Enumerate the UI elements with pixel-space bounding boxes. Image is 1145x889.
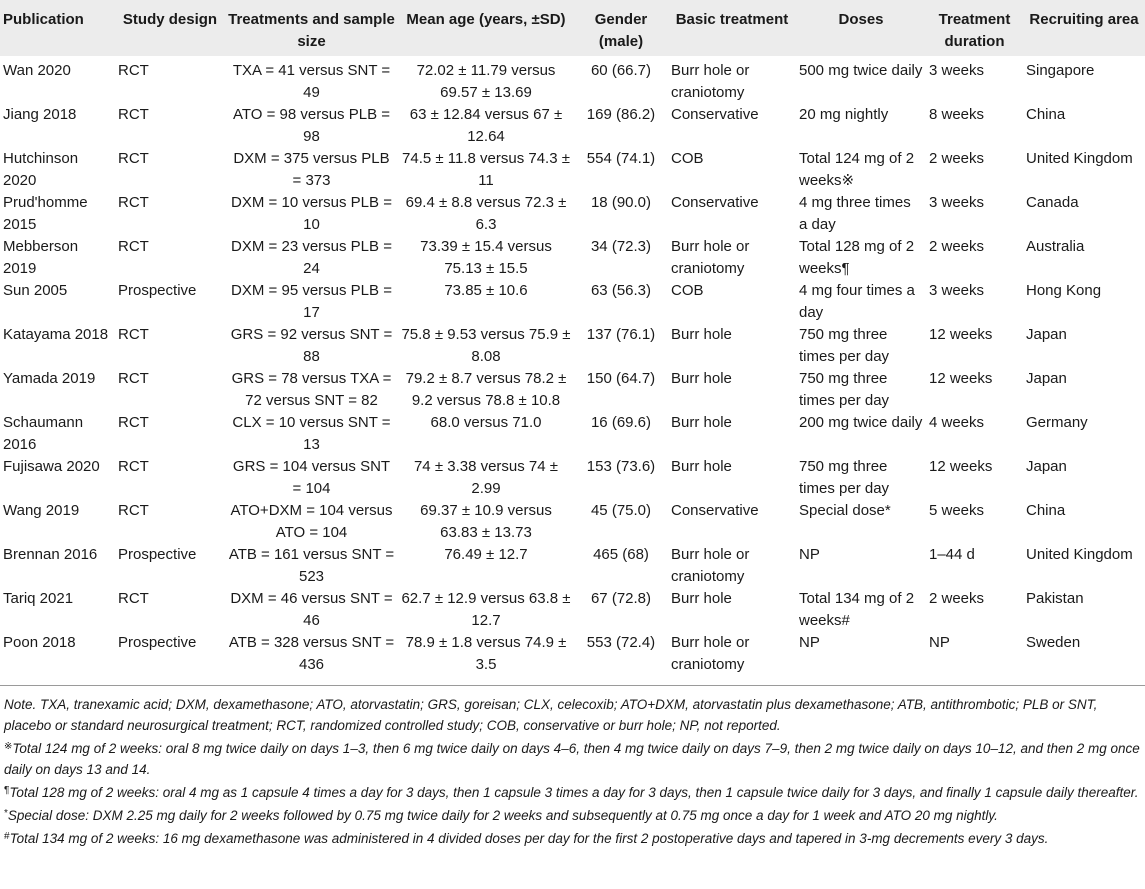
cell-treatment-duration: 3 weeks [929,194,985,211]
cell-mean-age: 73.39 ± 15.4 versus 75.13 ± 15.5 [420,238,552,277]
cell-doses: NP [799,546,820,563]
cell-study-design: RCT [118,194,149,211]
cell-treatments: ATB = 161 versus SNT = 523 [228,546,395,585]
table-row [0,103,1145,147]
cell-treatments: DXM = 95 versus PLB = 17 [231,282,392,321]
cell-treatment-duration: 12 weeks [929,370,993,387]
cell-treatments: ATO+DXM = 104 versus ATO = 104 [230,502,393,541]
footnote-special-dose [4,803,1141,826]
footnote-text: Total 124 mg of 2 weeks: oral 8 mg twice daily on days 1–3, then 6 mg twice daily on days 4–6, then 4 mg twice daily on days 7–9, then 2 mg twice daily on days 10–12, and then 2 mg once daily on days 13 and 14. [4,741,1140,777]
header-publication: Publication [3,11,84,28]
cell-recruiting-area: Germany [1026,414,1088,431]
table-row [0,543,1145,587]
cell-recruiting-area: Japan [1026,370,1067,387]
cell-publication: Poon 2018 [3,634,76,651]
cell-gender: 63 (56.3) [590,282,652,299]
header-treatments: Treatments and sample size [228,11,395,50]
cell-study-design: RCT [118,326,149,343]
table-row [0,56,1145,103]
footnote-text: Total 134 mg of 2 weeks: 16 mg dexamethasone was administered in 4 divided doses per day for the first 2 postoperative days and tapered in 3-mg decrements every 3 days. [9,831,1049,846]
table-row [0,235,1145,279]
cell-treatment-duration: 12 weeks [929,458,993,475]
table-row [0,367,1145,411]
cell-recruiting-area: Australia [1026,238,1085,255]
cell-study-design: RCT [118,238,149,255]
cell-doses: 750 mg three times per day [799,370,890,409]
cell-doses: Special dose* [799,502,891,519]
header-mean-age: Mean age (years, ±SD) [406,11,566,28]
cell-treatments: CLX = 10 versus SNT = 13 [232,414,391,453]
cell-study-design: RCT [118,106,149,123]
cell-treatments: ATO = 98 versus PLB = 98 [232,106,391,145]
cell-treatment-duration: 5 weeks [929,502,985,519]
cell-mean-age: 62.7 ± 12.9 versus 63.8 ± 12.7 [401,590,571,629]
cell-treatment-duration: 3 weeks [929,62,985,79]
cell-recruiting-area: Japan [1026,458,1067,475]
cell-doses: Total 134 mg of 2 weeks# [799,590,915,629]
cell-recruiting-area: Hong Kong [1026,282,1102,299]
table-row [0,587,1145,631]
table-row [0,455,1145,499]
cell-basic-treatment: Conservative [671,106,759,123]
cell-gender: 465 (68) [593,546,649,563]
cell-gender: 169 (86.2) [586,106,656,123]
table-row [0,411,1145,455]
header-doses: Doses [838,11,884,28]
table-row [0,499,1145,543]
table-header [0,0,1145,56]
footnote-total-124 [4,736,1141,780]
cell-mean-age: 78.9 ± 1.8 versus 74.9 ± 3.5 [405,634,567,673]
cell-basic-treatment: Burr hole [671,414,732,431]
cell-recruiting-area: Japan [1026,326,1067,343]
cell-mean-age: 68.0 versus 71.0 [430,414,542,431]
cell-mean-age: 74 ± 3.38 versus 74 ± 2.99 [413,458,559,497]
cell-treatment-duration: 3 weeks [929,282,985,299]
cell-mean-age: 74.5 ± 11.8 versus 74.3 ± 11 [402,150,570,189]
cell-doses: Total 124 mg of 2 weeks※ [799,150,915,189]
cell-mean-age: 63 ± 12.84 versus 67 ± 12.64 [409,106,563,145]
table-row [0,191,1145,235]
cell-treatment-duration: 2 weeks [929,150,985,167]
header-treatment-duration: Treatment duration [938,11,1011,50]
cell-recruiting-area: Singapore [1026,62,1095,79]
cell-gender: 34 (72.3) [590,238,652,255]
cell-study-design: RCT [118,414,149,431]
table-row [0,323,1145,367]
footnote-symbol: ¶ [4,785,10,796]
cell-treatments: GRS = 104 versus SNT = 104 [232,458,391,497]
cell-study-design: RCT [118,458,149,475]
cell-treatments: DXM = 46 versus SNT = 46 [230,590,393,629]
table-notes [0,685,1145,849]
cell-recruiting-area: United Kingdom [1026,150,1133,167]
cell-study-design: Prospective [118,282,197,299]
cell-treatments: DXM = 10 versus PLB = 10 [231,194,392,233]
footnote-symbol: ※ [4,741,13,752]
cell-study-design: Prospective [118,634,197,651]
cell-basic-treatment: Conservative [671,502,759,519]
cell-publication: Prud'homme 2015 [3,194,88,233]
cell-treatments: TXA = 41 versus SNT = 49 [232,62,391,101]
cell-publication: Yamada 2019 [3,370,96,387]
cell-gender: 137 (76.1) [586,326,656,343]
cell-gender: 16 (69.6) [590,414,652,431]
header-basic-treatment: Basic treatment [675,11,789,28]
cell-publication: Sun 2005 [3,282,68,299]
cell-mean-age: 69.37 ± 10.9 versus 63.83 ± 13.73 [420,502,552,541]
cell-publication: Katayama 2018 [3,326,109,343]
cell-basic-treatment: Burr hole or craniotomy [671,62,750,101]
cell-basic-treatment: Burr hole or craniotomy [671,634,750,673]
cell-treatments: ATB = 328 versus SNT = 436 [228,634,395,673]
cell-treatment-duration: 1–44 d [929,546,975,563]
table-body [0,56,1145,685]
cell-publication: Fujisawa 2020 [3,458,100,475]
cell-treatment-duration: 4 weeks [929,414,985,431]
cell-recruiting-area: China [1026,502,1066,519]
cell-study-design: RCT [118,590,149,607]
cell-doses: 750 mg three times per day [799,458,890,497]
cell-basic-treatment: COB [671,150,704,167]
cell-gender: 554 (74.1) [586,150,656,167]
cell-mean-age: 75.8 ± 9.53 versus 75.9 ± 8.08 [401,326,571,365]
abbreviation-note: Note. TXA, tranexamic acid; DXM, dexamethasone; ATO, atorvastatin; GRS, goreisan; CLX, celecoxib; ATO+DXM, atorvastatin plus dexamethasone; ATB, antithrombotic; PLB or SNT, placebo or standard neurosurgical treatment; RCT, randomized controlled study; COB, conservative or burr hole; NP, not reported. [4,697,1098,733]
table-row [0,631,1145,685]
footnote-symbol: # [4,831,10,842]
cell-doses: Total 128 mg of 2 weeks¶ [799,238,915,277]
cell-gender: 18 (90.0) [590,194,652,211]
cell-basic-treatment: Burr hole [671,370,732,387]
cell-treatment-duration: 8 weeks [929,106,985,123]
header-study-design: Study design [122,11,218,28]
cell-publication: Jiang 2018 [3,106,77,123]
cell-treatment-duration: 2 weeks [929,238,985,255]
cell-treatment-duration: 2 weeks [929,590,985,607]
cell-gender: 553 (72.4) [586,634,656,651]
cell-publication: Mebberson 2019 [3,238,79,277]
cell-study-design: RCT [118,150,149,167]
table-row [0,279,1145,323]
cell-mean-age: 72.02 ± 11.79 versus 69.57 ± 13.69 [416,62,556,101]
cell-study-design: RCT [118,502,149,519]
footnote-text: Special dose: DXM 2.25 mg daily for 2 weeks followed by 0.75 mg twice daily for 2 weeks and subsequently at 0.75 mg once a day for 1 week and ATO 20 mg nightly. [7,808,998,823]
cell-publication: Wang 2019 [3,502,80,519]
cell-doses: 500 mg twice daily [799,62,923,79]
cell-recruiting-area: United Kingdom [1026,546,1133,563]
cell-publication: Brennan 2016 [3,546,98,563]
cell-mean-age: 79.2 ± 8.7 versus 78.2 ± 9.2 versus 78.8 ± 10.8 [405,370,567,409]
cell-treatments: GRS = 92 versus SNT = 88 [230,326,393,365]
cell-doses: 200 mg twice daily [799,414,923,431]
cell-doses: 750 mg three times per day [799,326,890,365]
cell-gender: 153 (73.6) [586,458,656,475]
cell-basic-treatment: Burr hole [671,326,732,343]
cell-basic-treatment: Burr hole or craniotomy [671,238,750,277]
cell-gender: 150 (64.7) [586,370,656,387]
cell-recruiting-area: Canada [1026,194,1079,211]
cell-doses: 20 mg nightly [799,106,889,123]
header-gender: Gender (male) [594,11,648,50]
cell-gender: 45 (75.0) [590,502,652,519]
cell-recruiting-area: Sweden [1026,634,1081,651]
footnote-symbol: * [4,808,8,819]
cell-publication: Wan 2020 [3,62,71,79]
footnote-text: Total 128 mg of 2 weeks: oral 4 mg as 1 capsule 4 times a day for 3 days, then 1 capsule 3 times a day for 3 days, then 1 capsule twice daily for 3 days, and finally 1 capsule daily thereafter. [9,785,1139,800]
cell-mean-age: 69.4 ± 8.8 versus 72.3 ± 6.3 [405,194,567,233]
cell-gender: 60 (66.7) [590,62,652,79]
cell-doses: 4 mg four times a day [799,282,915,321]
cell-doses: 4 mg three times a day [799,194,911,233]
cell-mean-age: 73.85 ± 10.6 [444,282,528,299]
cell-basic-treatment: Conservative [671,194,759,211]
cell-gender: 67 (72.8) [590,590,652,607]
cell-publication: Tariq 2021 [3,590,74,607]
header-row [0,0,1145,56]
cell-mean-age: 76.49 ± 12.7 [444,546,528,563]
cell-basic-treatment: COB [671,282,704,299]
cell-treatments: DXM = 23 versus PLB = 24 [231,238,392,277]
cell-publication: Schaumann 2016 [3,414,84,453]
cell-basic-treatment: Burr hole [671,458,732,475]
cell-basic-treatment: Burr hole [671,590,732,607]
table-row [0,147,1145,191]
cell-treatments: GRS = 78 versus TXA = 72 versus SNT = 82 [231,370,392,409]
cell-publication: Hutchinson 2020 [3,150,79,189]
cell-study-design: RCT [118,62,149,79]
cell-treatments: DXM = 375 versus PLB = 373 [233,150,390,189]
cell-basic-treatment: Burr hole or craniotomy [671,546,750,585]
footnote-total-128 [4,780,1141,803]
cell-study-design: RCT [118,370,149,387]
cell-recruiting-area: Pakistan [1026,590,1084,607]
header-recruiting-area: Recruiting area [1029,11,1139,28]
cell-study-design: Prospective [118,546,197,563]
cell-recruiting-area: China [1026,106,1066,123]
cell-treatment-duration: 12 weeks [929,326,993,343]
footnote-total-134 [4,826,1141,849]
cell-treatment-duration: NP [929,634,950,651]
cell-doses: NP [799,634,820,651]
